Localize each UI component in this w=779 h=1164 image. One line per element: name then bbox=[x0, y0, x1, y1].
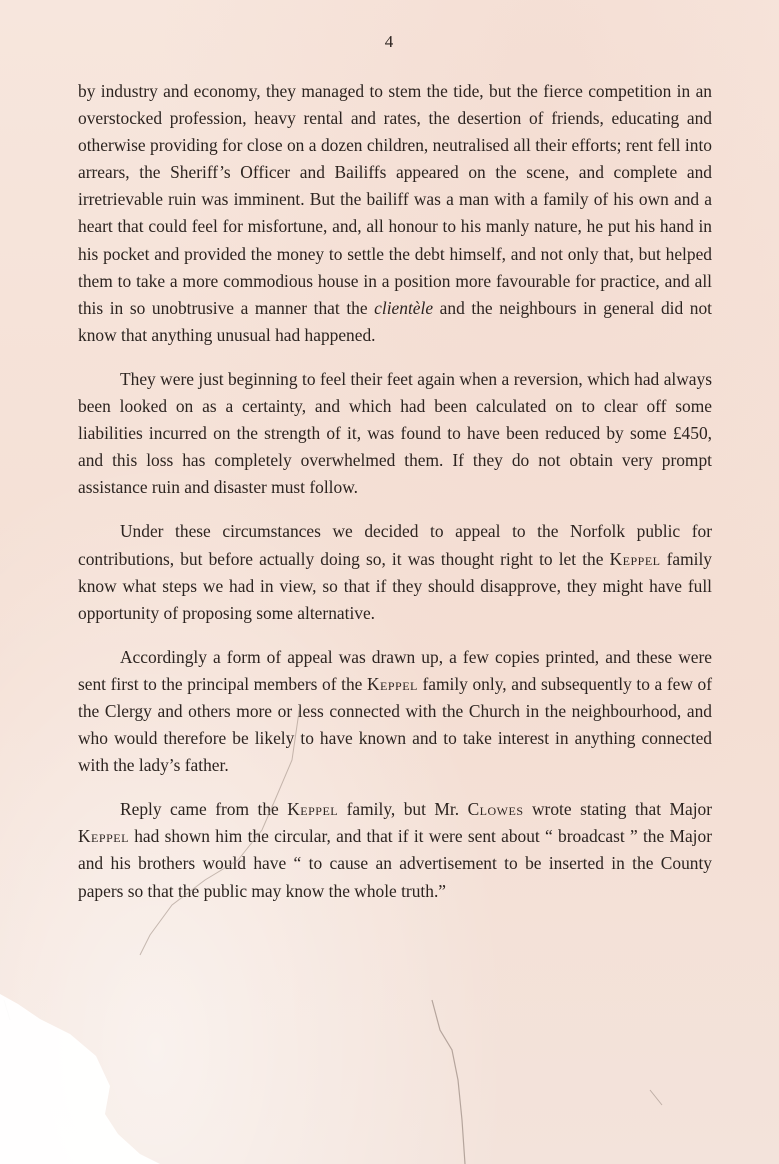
text-run: by industry and economy, they managed to stem the tide, but the fierce competition in an overstocked profession, heavy rental and rates, the desertion of friends, educating and otherwise providing for close on a dozen children, neutralised all their efforts; rent fell into arrears, the Sheriff’s Officer and Bailiffs appeared on the scene, and complete and irretrievable ruin was imminent. But the bailiff was a man with a family of his own and a heart that could feel for misfortune, and, all honour to his manly nature, he put his hand in his pocket and provided the money to settle the debt himself, and not only that, but helped them to take a more commodious house in a position more favourable for practice, and all this in so unobtrusive a manner that the bbox=[78, 81, 712, 318]
text-run: family only, and subsequently to a few of the Clergy and others more or less connected with the Church in the neighbourhood, and who would therefore be likely to have known and to take interest in anything connected with the lady’s father. bbox=[78, 673, 712, 776]
paragraph bbox=[78, 518, 712, 626]
text-run: wrote stating that Major bbox=[523, 799, 713, 820]
text-run: Accordingly a form of appeal was drawn up, a few copies printed, and these were sent first to the principal members of the bbox=[78, 646, 712, 694]
small-caps-name: Clowes bbox=[467, 799, 524, 820]
italic-word: clientèle bbox=[374, 297, 434, 318]
text-run: and the neighbours in general did not know that anything unusual had happened. bbox=[78, 297, 713, 345]
paragraph bbox=[78, 78, 712, 349]
paragraph bbox=[78, 644, 712, 779]
paragraph bbox=[78, 366, 712, 501]
text-run: family, but Mr. bbox=[338, 799, 468, 820]
text-run: had shown him the circular, and that if it were sent about “ broadcast ” the Major and his brothers would have “ to cause an advertisement to be inserted in the County papers so that the public may know the whole truth.” bbox=[78, 826, 712, 901]
small-caps-name: Keppel bbox=[609, 548, 661, 569]
text-run: Under these circumstances we decided to appeal to the Norfolk public for contributions, but before actually doing so, it was thought right to let the bbox=[78, 521, 712, 569]
text-run: family know what steps we had in view, so that if they should disapprove, they might have full opportunity of proposing some alternative. bbox=[78, 548, 712, 623]
page-number: 4 bbox=[384, 32, 395, 51]
text-run: They were just beginning to feel their feet again when a reversion, which had always been looked on as a certainty, and which had been calculated on to clear off some liabilities incurred on the strength of it, was found to have been reduced by some £450, and this loss has completely overwhelmed them. If they do not obtain very prompt assistance ruin and disaster must follow. bbox=[78, 368, 712, 498]
body-text bbox=[78, 78, 712, 922]
small-caps-name: Keppel bbox=[287, 799, 339, 820]
small-caps-name: Keppel bbox=[366, 673, 418, 694]
torn-paper-corner bbox=[0, 964, 240, 1164]
small-caps-name: Keppel bbox=[78, 826, 129, 847]
paragraph bbox=[78, 796, 712, 904]
text-run: Reply came from the bbox=[120, 799, 288, 820]
